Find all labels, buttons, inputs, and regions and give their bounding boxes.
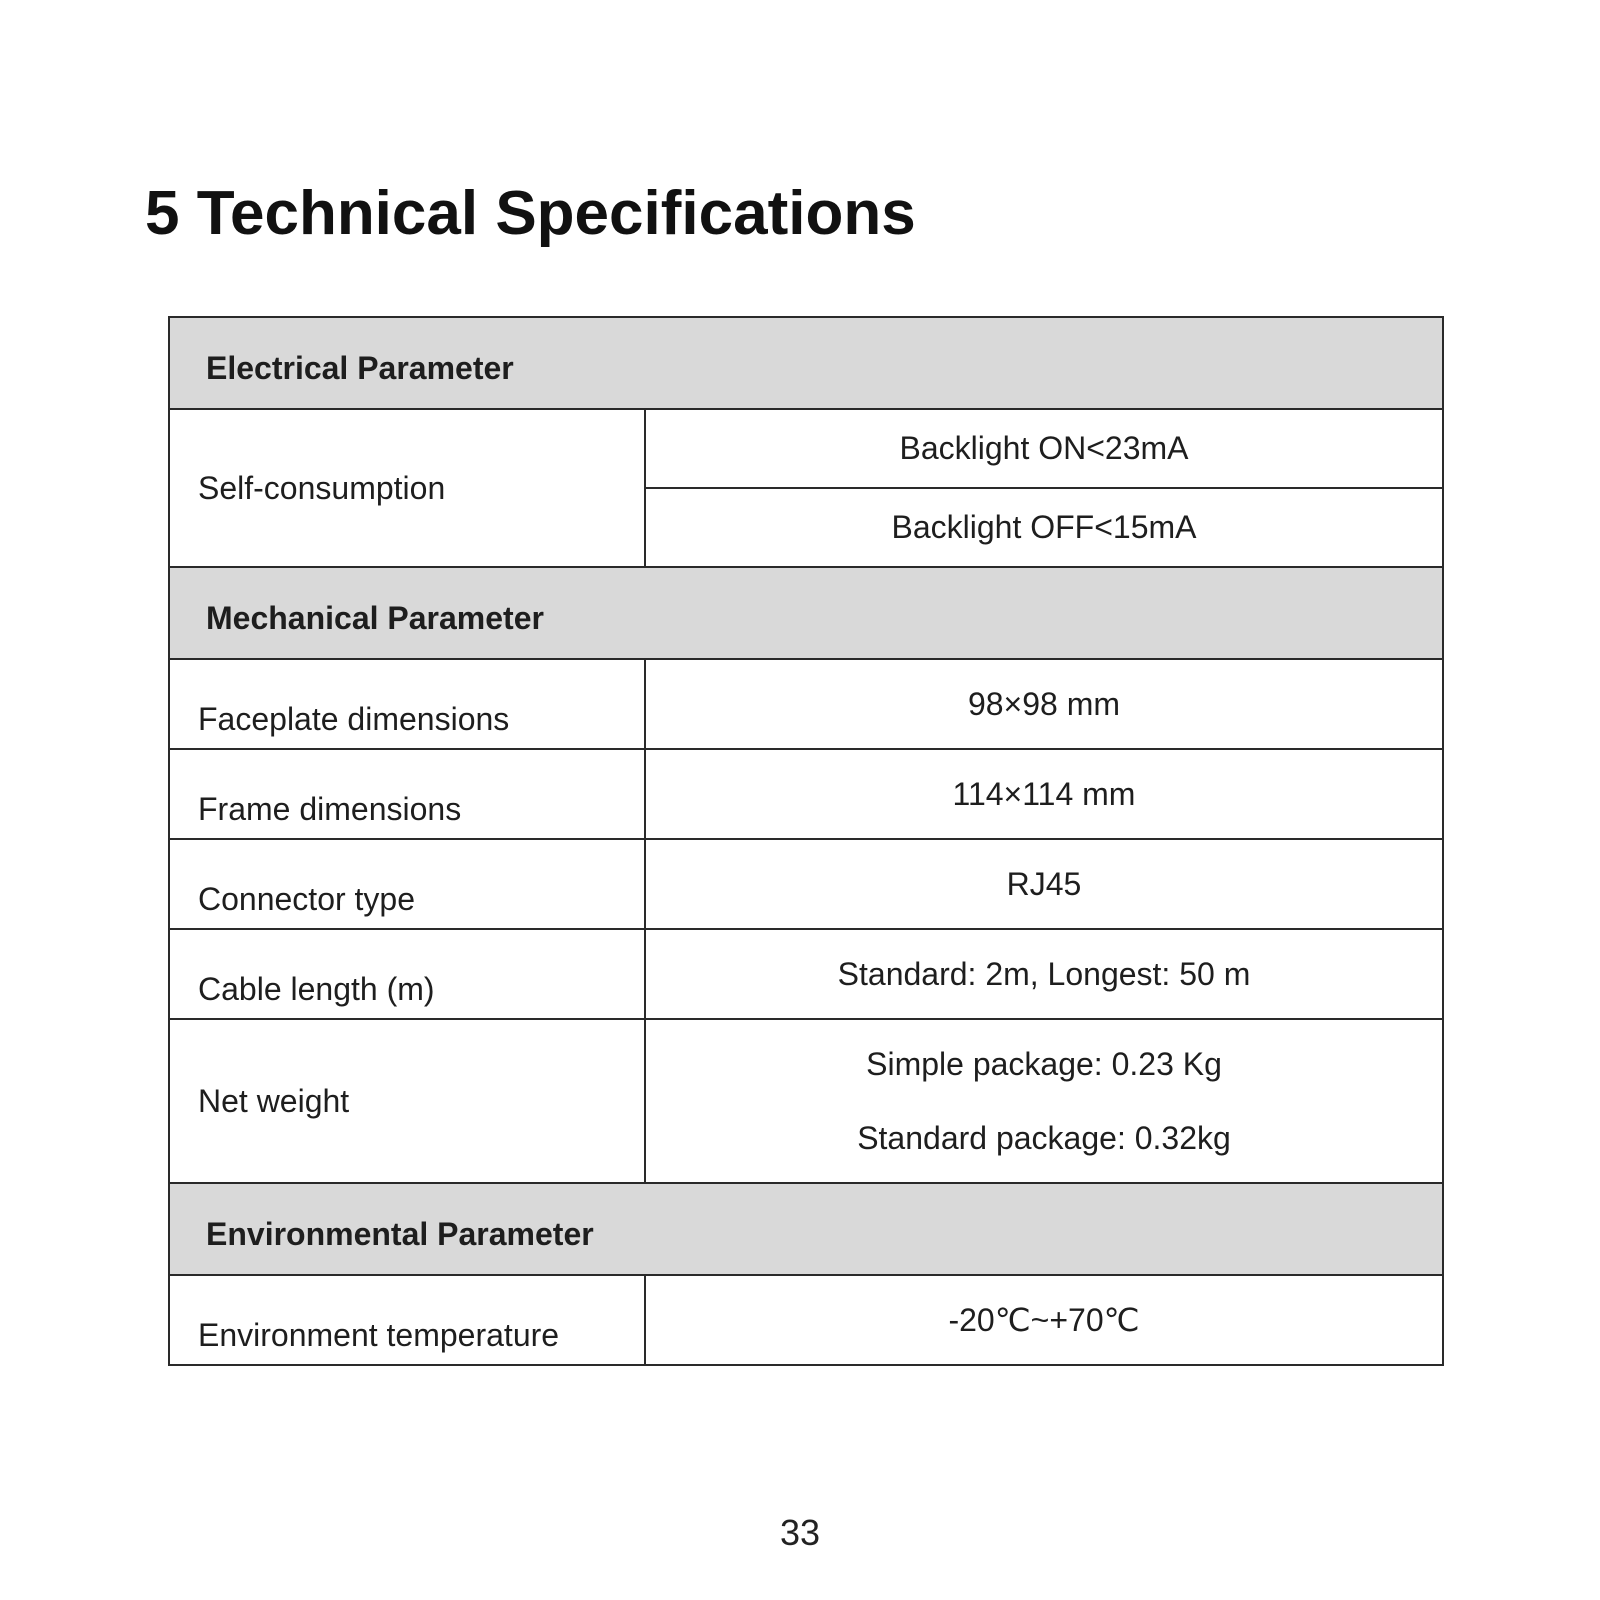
- section-header-label: Environmental Parameter: [169, 1183, 1443, 1275]
- spec-value-cable-length: Standard: 2m, Longest: 50 m: [645, 929, 1443, 1019]
- spec-label-net-weight: Net weight: [169, 1019, 645, 1183]
- spec-value-standard-package: Standard package: 0.32kg: [857, 1120, 1231, 1156]
- table-row: [169, 749, 1443, 839]
- table-row: [169, 929, 1443, 1019]
- section-header-label: Electrical Parameter: [169, 317, 1443, 409]
- spec-value-environment-temperature: -20℃~+70℃: [645, 1275, 1443, 1365]
- spec-label-cable-length: Cable length (m): [169, 929, 645, 1019]
- spec-table: [168, 316, 1444, 1366]
- spec-label-frame-dimensions: Frame dimensions: [169, 749, 645, 839]
- table-row: [169, 1275, 1443, 1365]
- page-number: 33: [779, 1512, 821, 1553]
- section-header-electrical: [169, 317, 1443, 409]
- section-header-mechanical: [169, 567, 1443, 659]
- spec-label-environment-temperature: Environment temperature: [169, 1275, 645, 1365]
- table-row: [169, 409, 1443, 488]
- spec-value-connector-type: RJ45: [645, 839, 1443, 929]
- spec-label-connector-type: Connector type: [169, 839, 645, 929]
- spec-value-faceplate-dimensions: 98×98 mm: [645, 659, 1443, 749]
- spec-label-self-consumption: Self-consumption: [169, 409, 645, 567]
- section-header-label: Mechanical Parameter: [169, 567, 1443, 659]
- section-header-environmental: [169, 1183, 1443, 1275]
- table-row: [169, 839, 1443, 929]
- table-row: [169, 659, 1443, 749]
- table-row: [169, 1019, 1443, 1183]
- spec-value-net-weight: [645, 1019, 1443, 1183]
- spec-value-frame-dimensions: 114×114 mm: [645, 749, 1443, 839]
- page-title: 5 Technical Specifications: [145, 179, 916, 248]
- spec-value-backlight-off: Backlight OFF<15mA: [645, 488, 1443, 567]
- spec-value-simple-package: Simple package: 0.23 Kg: [866, 1046, 1222, 1082]
- spec-value-backlight-on: Backlight ON<23mA: [645, 409, 1443, 488]
- spec-label-faceplate-dimensions: Faceplate dimensions: [169, 659, 645, 749]
